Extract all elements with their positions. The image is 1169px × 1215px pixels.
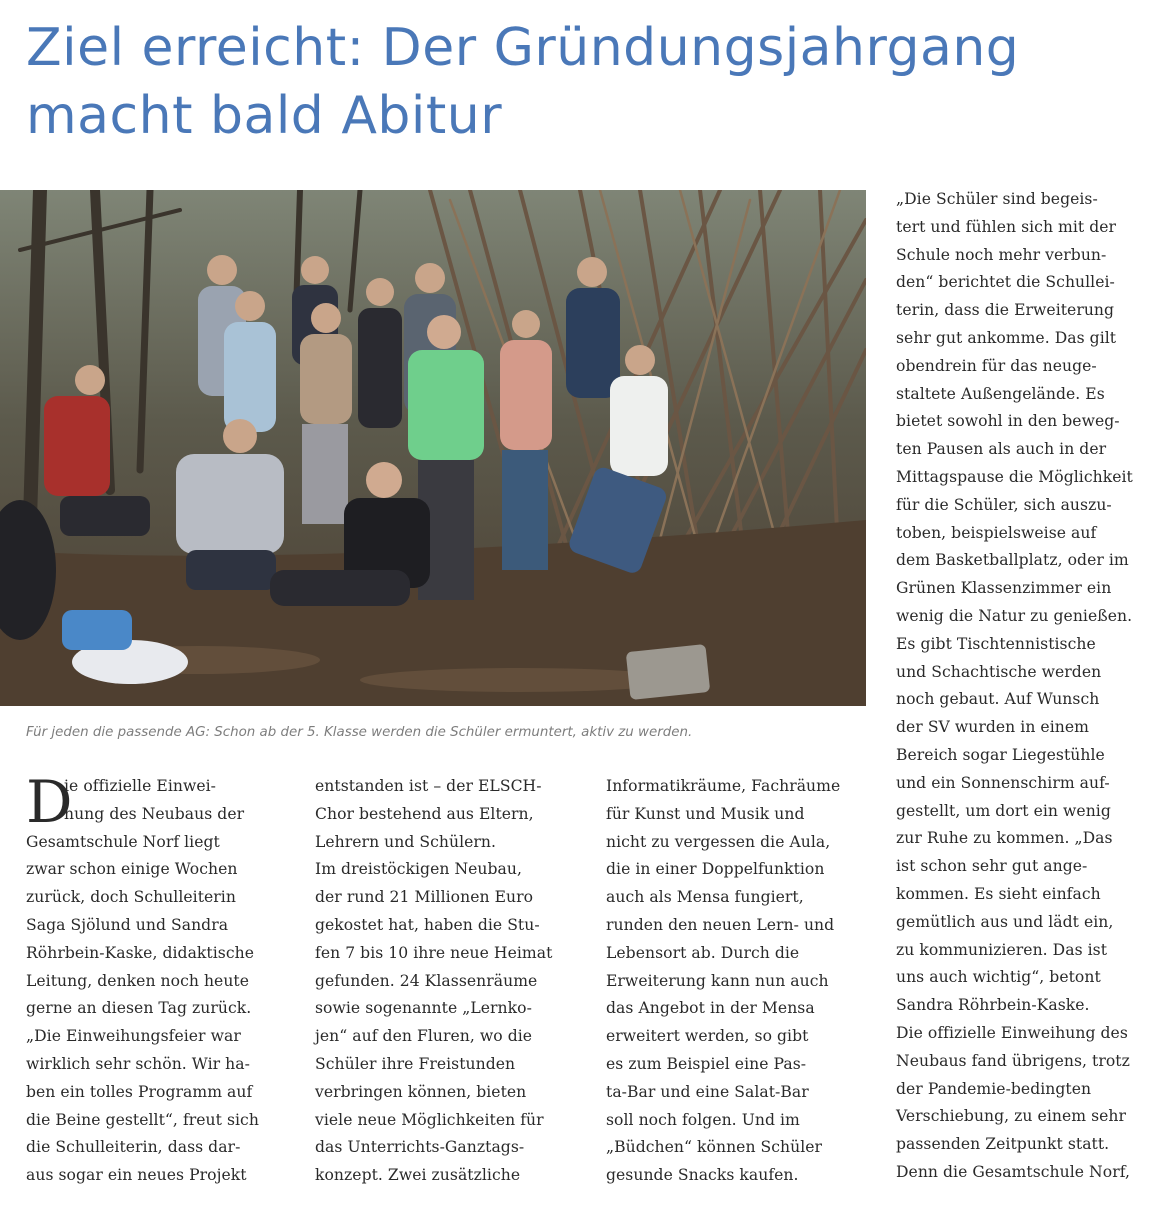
text-line: das Unterrichts-Ganztags- [315, 1138, 525, 1157]
text-line: erweitert werden, so gibt [606, 1027, 809, 1046]
photo-caption: Für jeden die passende AG: Schon ab der 5. Klasse werden die Schüler ermuntert, aktiv zu werden. [26, 725, 693, 740]
text-line: Lehrern und Schülern. [315, 832, 497, 851]
text-line: Schule noch mehr verbun- [896, 245, 1107, 264]
text-line: zur Ruhe zu kommen. „Das [896, 829, 1113, 848]
text-line: konzept. Zwei zusätzliche [315, 1166, 521, 1185]
text-line: kommen. Es sieht einfach [896, 884, 1101, 903]
text-line: uns auch wichtig“, betont [896, 968, 1101, 987]
text-line: wenig die Natur zu genießen. [896, 606, 1133, 625]
text-line: Mittagspause die Möglichkeit [896, 467, 1133, 486]
text-line: „Die Schüler sind begeis- [896, 190, 1098, 208]
text-line: Es gibt Tischtennistische [896, 634, 1096, 653]
text-line: dem Basketballplatz, oder im [896, 551, 1129, 570]
text-line: terin, dass die Erweiterung [896, 301, 1115, 320]
text-column-1 [26, 768, 291, 1190]
text-line: wirklich sehr schön. Wir ha- [26, 1054, 250, 1073]
text-line: die Schulleiterin, dass dar- [26, 1138, 241, 1157]
text-line: Die offizielle Einweihung des [896, 1023, 1128, 1042]
photo-illustration [0, 190, 866, 706]
text-line: Leitung, denken noch heute [26, 971, 250, 990]
text-line: Informatikräume, Fachräume [606, 777, 841, 795]
text-line: hung des Neubaus der [64, 804, 245, 823]
text-line: Bereich sogar Liegestühle [896, 745, 1105, 764]
text-line: staltete Außengelände. Es [896, 384, 1105, 403]
text-line: der Pandemie-bedingten [896, 1079, 1092, 1098]
text-line: verbringen können, bieten [315, 1082, 527, 1101]
text-line: gesunde Snacks kaufen. [606, 1166, 799, 1185]
text-line: Saga Sjölund und Sandra [26, 915, 229, 934]
text-line: Erweiterung kann nun auch [606, 971, 829, 990]
text-line: die Beine gestellt“, freut sich [26, 1110, 259, 1129]
text-line: zurück, doch Schulleiterin [26, 888, 236, 907]
text-line: zwar schon einige Wochen [26, 860, 238, 879]
text-line: für Kunst und Musik und [606, 804, 805, 823]
text-line: toben, beispielsweise auf [896, 523, 1097, 542]
text-line: die in einer Doppelfunktion [606, 860, 825, 879]
text-line: „Die Einweihungsfeier war [26, 1027, 241, 1046]
text-line: auch als Mensa fungiert, [606, 888, 804, 907]
text-line: ist schon sehr gut ange- [896, 857, 1088, 876]
text-line: und Schachtische werden [896, 662, 1102, 681]
text-line: der rund 21 Millionen Euro [315, 888, 534, 907]
text-line: Neubaus fand übrigens, trotz [896, 1051, 1130, 1070]
text-line: nicht zu vergessen die Aula, [606, 832, 831, 851]
text-line: noch gebaut. Auf Wunsch [896, 690, 1100, 709]
article-headline [26, 14, 1019, 150]
text-line: gefunden. 24 Klassenräume [315, 971, 538, 990]
text-line: soll noch folgen. Und im [606, 1110, 800, 1129]
text-line: entstanden ist – der ELSCH- [315, 777, 542, 795]
text-line: ta-Bar und eine Salat-Bar [606, 1082, 809, 1101]
text-line: obendrein für das neuge- [896, 356, 1097, 375]
text-line: Sandra Röhrbein-Kaske. [896, 996, 1090, 1015]
text-line: zu kommunizieren. Das ist [896, 940, 1108, 959]
text-line: Chor bestehend aus Eltern, [315, 804, 534, 823]
text-column-4 [896, 186, 1158, 1187]
text-line: ben ein tolles Programm auf [26, 1082, 253, 1101]
text-line: sehr gut ankomme. Das gilt [896, 328, 1117, 347]
text-line: Schüler ihre Freistunden [315, 1054, 516, 1073]
text-line: jen“ auf den Fluren, wo die [315, 1027, 533, 1046]
text-line: ten Pausen als auch in der [896, 440, 1107, 459]
text-line: gemütlich aus und lädt ein, [896, 912, 1114, 931]
text-line: aus sogar ein neues Projekt [26, 1166, 247, 1185]
text-line: Im dreistöckigen Neubau, [315, 860, 522, 879]
text-line: es zum Beispiel eine Pas- [606, 1054, 807, 1073]
text-line: Verschiebung, zu einem sehr [896, 1107, 1126, 1126]
text-line: Röhrbein-Kaske, didaktische [26, 943, 254, 962]
text-line: passenden Zeitpunkt statt. [896, 1135, 1110, 1154]
article-photo [0, 190, 866, 706]
text-line: bietet sowohl in den beweg- [896, 412, 1120, 431]
text-column-3 [606, 773, 871, 1190]
headline-line-1: Ziel erreicht: Der Gründungsjahrgang [26, 18, 1020, 78]
text-line: runden den neuen Lern- und [606, 915, 835, 934]
text-line: den“ berichtet die Schullei- [896, 273, 1115, 292]
text-line: viele neue Möglichkeiten für [315, 1110, 544, 1129]
text-line: Grünen Klassenzimmer ein [896, 579, 1112, 598]
text-line: das Angebot in der Mensa [606, 999, 815, 1018]
text-line: „Büdchen“ können Schüler [606, 1138, 823, 1157]
text-line: und ein Sonnenschirm auf- [896, 773, 1110, 792]
text-line: der SV wurden in einem [896, 718, 1089, 737]
text-line: gerne an diesen Tag zurück. [26, 999, 252, 1018]
text-line: Gesamtschule Norf liegt [26, 832, 220, 851]
text-line: für die Schüler, sich auszu- [896, 495, 1112, 514]
text-line: fen 7 bis 10 ihre neue Heimat [315, 943, 553, 962]
text-column-2 [315, 773, 580, 1190]
text-line: Denn die Gesamtschule Norf, [896, 1162, 1130, 1181]
headline-line-2: macht bald Abitur [26, 86, 503, 146]
text-line: Lebensort ab. Durch die [606, 943, 800, 962]
text-line: gekostet hat, haben die Stu- [315, 915, 540, 934]
text-line: ie offizielle Einwei- [64, 777, 216, 795]
text-line: tert und fühlen sich mit der [896, 217, 1117, 236]
text-line: sowie sogenannte „Lernko- [315, 999, 532, 1018]
text-line: gestellt, um dort ein wenig [896, 801, 1111, 820]
drop-cap: D [26, 768, 73, 836]
